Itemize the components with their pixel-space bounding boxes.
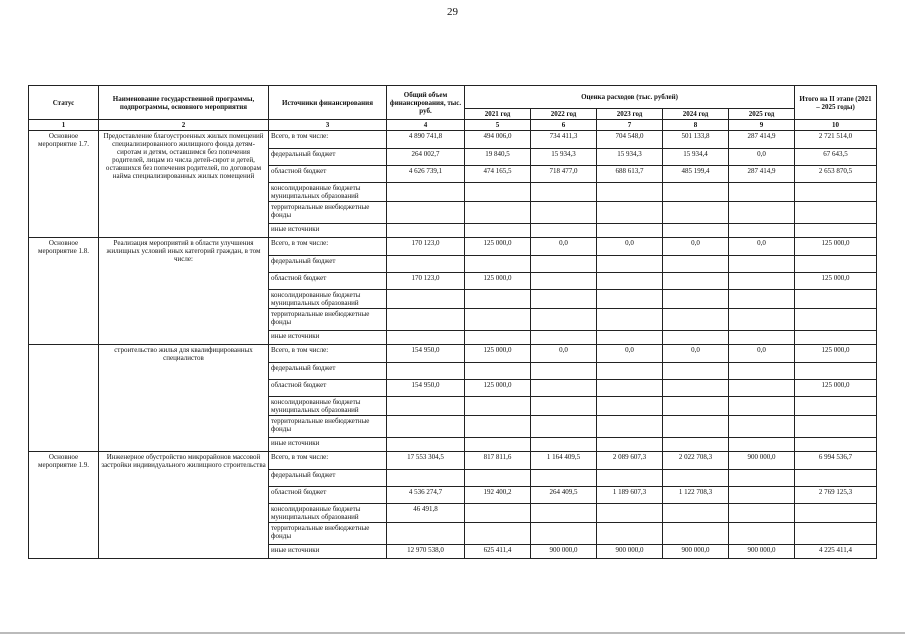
year-value-cell: 125 000,0	[465, 380, 531, 397]
funding-source: иные источники	[269, 438, 387, 452]
year-value-cell: 625 411,4	[465, 545, 531, 559]
year-value-cell	[663, 363, 729, 380]
year-value-cell	[531, 416, 597, 438]
stage-total-cell	[795, 256, 877, 273]
funding-source: областной бюджет	[269, 273, 387, 290]
year-value-cell: 0,0	[729, 345, 795, 363]
row-measure-name: Реализация мероприятий в области улучшения жилищных условий иных категорий граждан, в том числе:	[99, 238, 269, 345]
year-value-cell: 0,0	[663, 345, 729, 363]
total-volume-cell	[387, 470, 465, 487]
year-value-cell: 688 613,7	[597, 166, 663, 183]
year-value-cell	[531, 309, 597, 331]
stage-total-cell	[795, 438, 877, 452]
year-value-cell	[663, 504, 729, 523]
page-number: 29	[447, 6, 458, 18]
year-value-cell	[597, 416, 663, 438]
year-value-cell	[531, 470, 597, 487]
funding-source: консолидированные бюджеты муниципальных образований	[269, 397, 387, 416]
year-value-cell	[597, 273, 663, 290]
total-volume-cell	[387, 438, 465, 452]
stage-total-cell: 2 721 514,0	[795, 131, 877, 149]
funding-source: Всего, в том числе:	[269, 131, 387, 149]
column-number: 7	[597, 120, 663, 131]
stage-total-cell: 125 000,0	[795, 380, 877, 397]
year-value-cell: 192 400,2	[465, 487, 531, 504]
total-volume-cell	[387, 363, 465, 380]
year-value-cell: 0,0	[663, 238, 729, 256]
table-row	[29, 345, 877, 363]
stage-total-cell	[795, 331, 877, 345]
header-year: 2021 год	[465, 109, 531, 120]
year-value-cell	[531, 397, 597, 416]
year-value-cell	[531, 224, 597, 238]
year-value-cell	[531, 202, 597, 224]
total-volume-cell: 154 950,0	[387, 380, 465, 397]
year-value-cell	[729, 224, 795, 238]
stage-total-cell: 125 000,0	[795, 345, 877, 363]
total-volume-cell: 4 890 741,8	[387, 131, 465, 149]
row-status: Основное мероприятие 1.9.	[29, 452, 99, 559]
year-value-cell	[663, 397, 729, 416]
stage-total-cell	[795, 397, 877, 416]
funding-source: областной бюджет	[269, 166, 387, 183]
year-value-cell	[729, 438, 795, 452]
year-value-cell: 0,0	[729, 149, 795, 166]
year-value-cell: 900 000,0	[729, 545, 795, 559]
column-number: 2	[99, 120, 269, 131]
year-value-cell	[729, 487, 795, 504]
header-year: 2025 год	[729, 109, 795, 120]
year-value-cell: 0,0	[597, 345, 663, 363]
year-value-cell	[663, 523, 729, 545]
year-value-cell	[597, 363, 663, 380]
year-value-cell	[531, 523, 597, 545]
year-value-cell: 704 548,0	[597, 131, 663, 149]
column-number: 9	[729, 120, 795, 131]
stage-total-cell	[795, 523, 877, 545]
column-number: 10	[795, 120, 877, 131]
stage-total-cell	[795, 202, 877, 224]
year-value-cell	[663, 331, 729, 345]
year-value-cell: 15 934,3	[531, 149, 597, 166]
row-status: Основное мероприятие 1.8.	[29, 238, 99, 345]
total-volume-cell: 4 536 274,7	[387, 487, 465, 504]
funding-source: иные источники	[269, 331, 387, 345]
header-status: Статус	[29, 86, 99, 120]
funding-source: консолидированные бюджеты муниципальных образований	[269, 504, 387, 523]
year-value-cell: 900 000,0	[531, 545, 597, 559]
year-value-cell	[465, 290, 531, 309]
year-value-cell: 19 840,5	[465, 149, 531, 166]
funding-source: федеральный бюджет	[269, 470, 387, 487]
year-value-cell	[597, 256, 663, 273]
year-value-cell	[597, 309, 663, 331]
total-volume-cell: 4 626 739,1	[387, 166, 465, 183]
year-value-cell	[663, 309, 729, 331]
total-volume-cell	[387, 331, 465, 345]
total-volume-cell: 170 123,0	[387, 273, 465, 290]
row-measure-name: Инженерное обустройство микрорайонов массовой застройки индивидуального жилищного строительства	[99, 452, 269, 559]
funding-source: федеральный бюджет	[269, 363, 387, 380]
stage-total-cell: 4 225 411,4	[795, 545, 877, 559]
budget-table	[28, 85, 877, 559]
stage-total-cell	[795, 290, 877, 309]
year-value-cell	[531, 273, 597, 290]
header-year: 2023 год	[597, 109, 663, 120]
year-value-cell: 900 000,0	[597, 545, 663, 559]
funding-source: консолидированные бюджеты муниципальных образований	[269, 290, 387, 309]
year-value-cell	[465, 470, 531, 487]
total-volume-cell	[387, 202, 465, 224]
year-value-cell	[597, 438, 663, 452]
column-number: 4	[387, 120, 465, 131]
total-volume-cell: 12 970 538,0	[387, 545, 465, 559]
year-value-cell	[597, 202, 663, 224]
year-value-cell	[663, 290, 729, 309]
year-value-cell	[465, 256, 531, 273]
year-value-cell	[729, 380, 795, 397]
total-volume-cell	[387, 183, 465, 202]
funding-source: территориальные внебюджетные фонды	[269, 309, 387, 331]
year-value-cell	[531, 290, 597, 309]
stage-total-cell	[795, 504, 877, 523]
year-value-cell	[465, 363, 531, 380]
year-value-cell	[663, 416, 729, 438]
year-value-cell	[465, 416, 531, 438]
funding-source: областной бюджет	[269, 380, 387, 397]
column-number: 3	[269, 120, 387, 131]
row-measure-name: строительство жилья для квалифицированных специалистов	[99, 345, 269, 452]
year-value-cell	[597, 183, 663, 202]
column-number: 1	[29, 120, 99, 131]
stage-total-cell: 6 994 536,7	[795, 452, 877, 470]
year-value-cell	[597, 397, 663, 416]
year-value-cell	[465, 224, 531, 238]
year-value-cell	[729, 470, 795, 487]
year-value-cell: 734 411,3	[531, 131, 597, 149]
year-value-cell: 287 414,9	[729, 131, 795, 149]
stage-total-cell	[795, 416, 877, 438]
year-value-cell: 900 000,0	[663, 545, 729, 559]
year-value-cell	[597, 224, 663, 238]
total-volume-cell	[387, 397, 465, 416]
total-volume-cell	[387, 290, 465, 309]
year-value-cell	[531, 183, 597, 202]
year-value-cell	[465, 331, 531, 345]
table-row	[29, 238, 877, 256]
year-value-cell	[465, 202, 531, 224]
row-measure-name: Предоставление благоустроенных жилых помещений специализированного жилищного фонда детям-сиротам и детям, оставшимся без попечения родителей, лицам из числа детей-сирот и детей, оставшихся без попечения родителей, по договорам найма специализированных жилых помещений	[99, 131, 269, 238]
year-value-cell	[663, 224, 729, 238]
year-value-cell: 1 164 409,5	[531, 452, 597, 470]
funding-source: иные источники	[269, 224, 387, 238]
year-value-cell	[597, 504, 663, 523]
year-value-cell: 2 089 607,3	[597, 452, 663, 470]
stage-total-cell	[795, 183, 877, 202]
year-value-cell	[729, 309, 795, 331]
total-volume-cell: 46 491,8	[387, 504, 465, 523]
funding-source: консолидированные бюджеты муниципальных образований	[269, 183, 387, 202]
funding-source: Всего, в том числе:	[269, 238, 387, 256]
funding-source: Всего, в том числе:	[269, 345, 387, 363]
table-row	[29, 131, 877, 149]
year-value-cell	[465, 309, 531, 331]
funding-source: иные источники	[269, 545, 387, 559]
year-value-cell	[663, 470, 729, 487]
year-value-cell: 494 006,0	[465, 131, 531, 149]
header-name: Наименование государственной программы, подпрограммы, основного мероприятия	[99, 86, 269, 120]
total-volume-cell	[387, 416, 465, 438]
year-value-cell	[597, 380, 663, 397]
year-value-cell: 1 189 607,3	[597, 487, 663, 504]
table-row	[29, 452, 877, 470]
stage-total-cell: 2 653 870,5	[795, 166, 877, 183]
funding-source: территориальные внебюджетные фонды	[269, 202, 387, 224]
total-volume-cell	[387, 256, 465, 273]
year-value-cell: 2 022 708,3	[663, 452, 729, 470]
funding-source: федеральный бюджет	[269, 149, 387, 166]
year-value-cell	[663, 273, 729, 290]
year-value-cell	[597, 290, 663, 309]
stage-total-cell	[795, 309, 877, 331]
year-value-cell	[729, 290, 795, 309]
funding-source: территориальные внебюджетные фонды	[269, 523, 387, 545]
year-value-cell	[531, 363, 597, 380]
year-value-cell	[597, 523, 663, 545]
year-value-cell	[663, 202, 729, 224]
year-value-cell	[729, 523, 795, 545]
header-total-volume: Общий объем финансирования, тыс. руб.	[387, 86, 465, 120]
year-value-cell	[729, 256, 795, 273]
year-value-cell	[465, 397, 531, 416]
funding-source: Всего, в том числе:	[269, 452, 387, 470]
year-value-cell	[729, 331, 795, 345]
column-number: 6	[531, 120, 597, 131]
stage-total-cell: 2 769 125,3	[795, 487, 877, 504]
table-body	[29, 131, 877, 559]
year-value-cell: 0,0	[597, 238, 663, 256]
total-volume-cell	[387, 224, 465, 238]
year-value-cell: 264 409,5	[531, 487, 597, 504]
funding-source: федеральный бюджет	[269, 256, 387, 273]
total-volume-cell: 17 553 304,5	[387, 452, 465, 470]
total-volume-cell	[387, 309, 465, 331]
total-volume-cell: 264 002,7	[387, 149, 465, 166]
year-value-cell	[729, 183, 795, 202]
year-value-cell	[465, 183, 531, 202]
total-volume-cell: 154 950,0	[387, 345, 465, 363]
year-value-cell	[531, 256, 597, 273]
stage-total-cell	[795, 224, 877, 238]
stage-total-cell: 125 000,0	[795, 238, 877, 256]
stage-total-cell: 125 000,0	[795, 273, 877, 290]
stage-total-cell: 67 643,5	[795, 149, 877, 166]
column-number: 8	[663, 120, 729, 131]
year-value-cell	[531, 380, 597, 397]
year-value-cell	[663, 183, 729, 202]
header-year: 2022 год	[531, 109, 597, 120]
header-year: 2024 год	[663, 109, 729, 120]
total-volume-cell: 170 123,0	[387, 238, 465, 256]
header-sources: Источники финансирования	[269, 86, 387, 120]
year-value-cell	[531, 331, 597, 345]
column-number: 5	[465, 120, 531, 131]
header-stage-total: Итого на II этапе (2021 – 2025 годы)	[795, 86, 877, 120]
year-value-cell: 900 000,0	[729, 452, 795, 470]
row-status	[29, 345, 99, 452]
year-value-cell: 125 000,0	[465, 273, 531, 290]
page-edge-line	[0, 632, 905, 634]
year-value-cell: 485 199,4	[663, 166, 729, 183]
year-value-cell	[729, 273, 795, 290]
year-value-cell	[729, 416, 795, 438]
year-value-cell	[663, 380, 729, 397]
year-value-cell	[729, 397, 795, 416]
year-value-cell: 287 414,9	[729, 166, 795, 183]
year-value-cell: 1 122 708,3	[663, 487, 729, 504]
year-value-cell: 15 934,3	[597, 149, 663, 166]
funding-source: территориальные внебюджетные фонды	[269, 416, 387, 438]
year-value-cell: 0,0	[531, 238, 597, 256]
year-value-cell	[465, 523, 531, 545]
year-value-cell	[729, 202, 795, 224]
year-value-cell	[597, 470, 663, 487]
year-value-cell	[531, 504, 597, 523]
year-value-cell: 718 477,0	[531, 166, 597, 183]
year-value-cell: 817 811,6	[465, 452, 531, 470]
year-value-cell	[729, 504, 795, 523]
year-value-cell: 0,0	[531, 345, 597, 363]
header-estimate: Оценка расходов (тыс. рублей)	[465, 86, 795, 109]
year-value-cell	[729, 363, 795, 380]
year-value-cell: 501 133,8	[663, 131, 729, 149]
year-value-cell	[465, 438, 531, 452]
year-value-cell	[531, 438, 597, 452]
row-status: Основное мероприятие 1.7.	[29, 131, 99, 238]
year-value-cell: 125 000,0	[465, 238, 531, 256]
year-value-cell	[597, 331, 663, 345]
stage-total-cell	[795, 470, 877, 487]
year-value-cell	[465, 504, 531, 523]
year-value-cell	[663, 256, 729, 273]
year-value-cell: 15 934,4	[663, 149, 729, 166]
year-value-cell	[663, 438, 729, 452]
stage-total-cell	[795, 363, 877, 380]
year-value-cell: 474 165,5	[465, 166, 531, 183]
total-volume-cell	[387, 523, 465, 545]
year-value-cell: 125 000,0	[465, 345, 531, 363]
year-value-cell: 0,0	[729, 238, 795, 256]
funding-source: областной бюджет	[269, 487, 387, 504]
